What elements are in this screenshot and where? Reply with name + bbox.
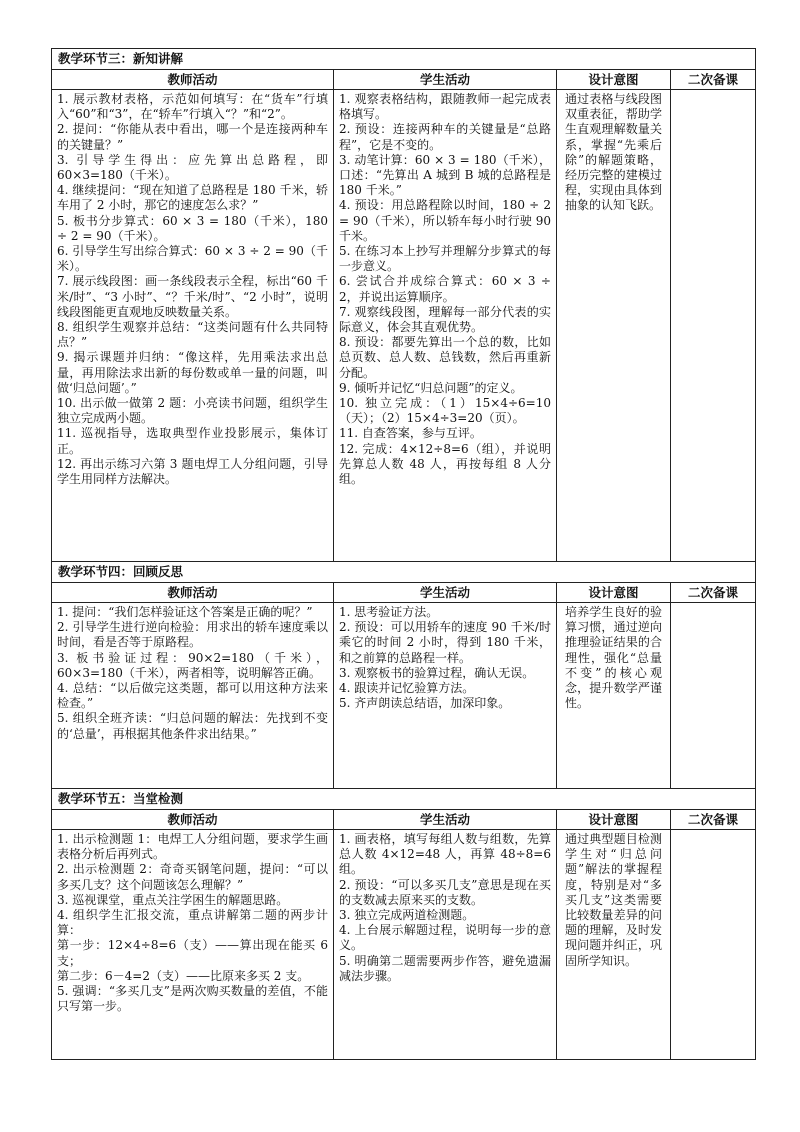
student-step: 1. 画表格，填写每组人数与组数，先算总人数 4×12=48 人，再算 48÷8=6 组。 (339, 832, 551, 877)
student-step: 6. 尝试合并成综合算式：60 × 3 ÷ 2，并说出运算顺序。 (339, 274, 551, 304)
design-intent-cell: 培养学生良好的验算习惯，通过逆向推理验证结果的合理性，强化“总量不变”的核心观念，提升数学严谨性。 (557, 603, 671, 789)
student-step: 8. 预设：都要先算出一个总的数，比如总页数、总人数、总钱数，然后再重新分配。 (339, 335, 551, 380)
teacher-step: 8. 组织学生观察并总结：“这类问题有什么共同特点？” (57, 320, 328, 350)
second-prep-header: 二次备课 (671, 583, 756, 603)
second-prep-header: 二次备课 (671, 810, 756, 830)
student-activity-header: 学生活动 (334, 70, 557, 90)
section-5-title-row (52, 789, 756, 810)
teacher-step: 5. 板书分步算式：60 × 3 = 180（千米），180 ÷ 2 = 90（千米）。 (57, 213, 328, 243)
section-title: 教学环节五：当堂检测 (52, 789, 756, 810)
teacher-step: 4. 总结：“以后做完这类题，都可以用这种方法来检查。” (57, 681, 328, 711)
teacher-activity-header: 教师活动 (52, 70, 334, 90)
section-4-content-row (52, 603, 756, 789)
second-prep-header: 二次备课 (671, 70, 756, 90)
design-intent-header: 设计意图 (557, 583, 671, 603)
teacher-step: 3. 板书验证过程：90×2=180（千米），60×3=180（千米），两者相等，说明解答正确。 (57, 650, 328, 680)
teacher-activity-header: 教师活动 (52, 810, 334, 830)
student-activity-header: 学生活动 (334, 583, 557, 603)
teacher-step: 10. 出示做一做第 2 题：小亮读书问题，组织学生独立完成两小题。 (57, 396, 328, 426)
teacher-activity-cell (52, 830, 334, 1060)
column-header-row (52, 583, 756, 603)
column-header-row (52, 810, 756, 830)
teacher-substep: 第一步：12×4÷8=6（支）——算出现在能买 6 支； (57, 938, 328, 968)
student-step: 2. 预设：“可以多买几支”意思是现在买的支数减去原来买的支数。 (339, 877, 551, 907)
section-title: 教学环节四：回顾反思 (52, 562, 756, 583)
student-activity-cell (334, 603, 557, 789)
teacher-step: 12. 再出示练习六第 3 题电焊工人分组问题，引导学生用同样方法解决。 (57, 456, 328, 487)
student-step: 5. 在练习本上抄写并理解分步算式的每一步意义。 (339, 244, 551, 274)
teacher-activity-cell (52, 90, 334, 562)
student-step: 3. 独立完成两道检测题。 (339, 908, 475, 923)
student-step: 3. 动笔计算：60 × 3 = 180（千米），口述：“先算出 A 城到 B 城的总路程是 180 千米。” (339, 152, 551, 198)
student-step: 4. 上台展示解题过程，说明每一步的意义。 (339, 923, 551, 953)
student-step: 4. 跟读并记忆验算方法。 (339, 681, 475, 696)
teacher-step: 1. 展示教材表格，示范如何填写：在“货车”行填入“60”和“3”，在“轿车”行填入“？”和“2”。 (57, 92, 328, 122)
teacher-substep: 第二步：6－4=2（支）——比原来多买 2 支。 (57, 968, 310, 983)
teacher-step: 7. 展示线段图：画一条线段表示全程，标出“60 千米/时”、“3 小时”、“？千米/时”、“2 小时”，说明线段图能更直观地反映数量关系。 (57, 274, 328, 319)
teacher-step: 9. 揭示课题并归纳：“像这样，先用乘法求出总量，再用除法求出新的每份数或单一量的问题，叫做‘归总问题’。” (57, 350, 328, 395)
teacher-step: 3. 引导学生得出：应先算出总路程，即60×3=180（千米）。 (57, 152, 328, 183)
lesson-plan-table (51, 48, 756, 1060)
student-step: 10. 独立完成：（1）15×4÷6=10（天）；（2）15×4÷3=20（页）。 (339, 396, 551, 426)
student-step: 3. 观察板书的验算过程，确认无误。 (339, 665, 535, 680)
student-step: 1. 观察表格结构，跟随教师一起完成表格填写。 (339, 92, 551, 122)
student-step: 1. 思考验证方法。 (339, 605, 439, 619)
teacher-step: 5. 组织全班齐读：“归总问题的解法：先找到不变的‘总量’，再根据其他条件求出结果。” (57, 711, 328, 741)
student-step: 7. 观察线段图，理解每一部分代表的实际意义，体会其直观优势。 (339, 304, 551, 335)
student-step: 5. 明确第二题需要两步作答，避免遗漏减法步骤。 (339, 953, 551, 983)
second-prep-cell (671, 603, 756, 789)
teacher-step: 2. 提问：“你能从表中看出，哪一个是连接两种车的关键量？” (57, 122, 328, 152)
teacher-step: 1. 出示检测题 1：电焊工人分组问题，要求学生画表格分析后再列式。 (57, 832, 328, 862)
teacher-step: 2. 引导学生进行逆向检验：用求出的轿车速度乘以时间，看是否等于原路程。 (57, 620, 328, 650)
second-prep-cell (671, 830, 756, 1060)
teacher-step: 4. 继续提问：“现在知道了总路程是 180 千米，轿车用了 2 小时，那它的速度怎么求？” (57, 183, 328, 213)
teacher-activity-cell (52, 603, 334, 789)
section-3-content-row (52, 90, 756, 562)
student-step: 2. 预设：连接两种车的关键量是“总路程”，它是不变的。 (339, 122, 551, 152)
teacher-step: 6. 引导学生写出综合算式：60 × 3 ÷ 2 = 90（千米）。 (57, 244, 328, 274)
student-step: 11. 自查答案，参与互评。 (339, 426, 482, 441)
teacher-step: 1. 提问：“我们怎样验证这个答案是正确的呢？” (57, 605, 313, 619)
design-intent-cell: 通过典型题目检测学生对“归总问题”解法的掌握程度，特别是对“多买几支”这类需要比较数量差异的问题的理解，及时发现问题并纠正，巩固所学知识。 (557, 830, 671, 1060)
design-intent-header: 设计意图 (557, 70, 671, 90)
student-step: 4. 预设：用总路程除以时间，180 ÷ 2 = 90（千米），所以轿车每小时行驶 90 千米。 (339, 198, 551, 243)
teacher-step: 11. 巡视指导，选取典型作业投影展示，集体订正。 (57, 426, 328, 456)
second-prep-cell (671, 90, 756, 562)
student-step: 2. 预设：可以用轿车的速度 90 千米/时乘它的时间 2 小时，得到 180 千米，和之前算的总路程一样。 (339, 620, 551, 665)
teacher-step: 3. 巡视课堂，重点关注学困生的解题思路。 (57, 892, 289, 907)
teacher-activity-header: 教师活动 (52, 583, 334, 603)
column-header-row (52, 70, 756, 90)
section-title: 教学环节三：新知讲解 (52, 49, 756, 70)
student-step: 9. 倾听并记忆“归总问题”的定义。 (339, 380, 523, 395)
section-3-title-row (52, 49, 756, 70)
teacher-step: 4. 组织学生汇报交流，重点讲解第二题的两步计算： (57, 908, 328, 938)
design-intent-cell: 通过表格与线段图双重表征，帮助学生直观理解数量关系，掌握“先乘后除”的解题策略，经历完整的建模过程，实现由具体到抽象的认知飞跃。 (557, 90, 671, 562)
student-step: 5. 齐声朗读总结语，加深印象。 (339, 696, 511, 711)
student-step: 12. 完成：4×12÷8=6（组），并说明先算总人数 48 人，再按每组 8 人分组。 (339, 441, 551, 487)
teacher-step: 2. 出示检测题 2：奇奇买钢笔问题，提问：“可以多买几支？这个问题该怎么理解？” (57, 862, 328, 892)
student-activity-header: 学生活动 (334, 810, 557, 830)
section-5-content-row (52, 830, 756, 1060)
teacher-step: 5. 强调：“多买几支”是两次购买数量的差值，不能只写第一步。 (57, 984, 328, 1014)
student-activity-cell (334, 90, 557, 562)
design-intent-header: 设计意图 (557, 810, 671, 830)
section-4-title-row (52, 562, 756, 583)
student-activity-cell (334, 830, 557, 1060)
